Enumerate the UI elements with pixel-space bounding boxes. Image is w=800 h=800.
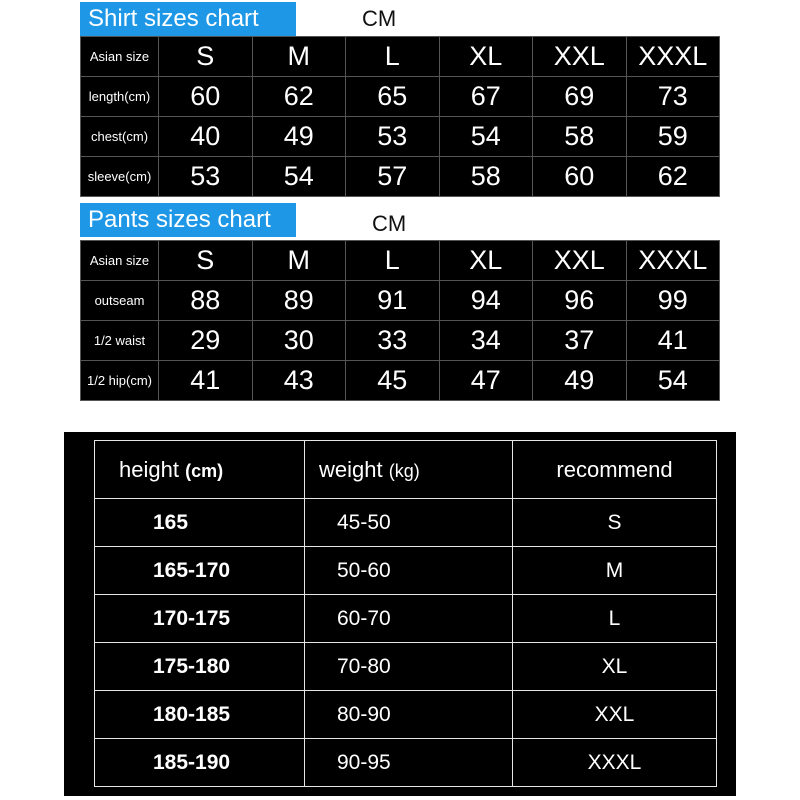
table-cell: 99 — [626, 281, 720, 321]
table-cell: 30 — [252, 321, 346, 361]
table-cell: 41 — [626, 321, 720, 361]
height-cell: 165-170 — [95, 547, 305, 595]
height-cell: 180-185 — [95, 691, 305, 739]
pants-unit-label: CM — [372, 211, 407, 236]
table-cell: 73 — [626, 77, 720, 117]
recommend-header: recommend — [513, 441, 717, 499]
weight-cell: 50-60 — [305, 547, 513, 595]
table-cell: 49 — [252, 117, 346, 157]
table-cell: 67 — [439, 77, 533, 117]
shirt-size-table — [80, 36, 720, 197]
table-cell: 58 — [439, 157, 533, 197]
size-header: XXXL — [626, 37, 720, 77]
table-row — [95, 643, 717, 691]
size-cell: XXXL — [513, 739, 717, 787]
height-header — [95, 441, 305, 499]
weight-cell: 90-95 — [305, 739, 513, 787]
size-header: XXL — [533, 37, 627, 77]
table-cell: 54 — [439, 117, 533, 157]
table-cell: 89 — [252, 281, 346, 321]
header-label: Asian size — [81, 37, 159, 77]
table-row — [81, 241, 720, 281]
table-cell: 33 — [346, 321, 440, 361]
size-header: XL — [439, 37, 533, 77]
table-row — [81, 157, 720, 197]
table-cell: 41 — [159, 361, 253, 401]
table-cell: 47 — [439, 361, 533, 401]
table-cell: 53 — [346, 117, 440, 157]
table-row — [95, 547, 717, 595]
table-row — [95, 441, 717, 499]
row-label: sleeve(cm) — [81, 157, 159, 197]
size-header: M — [252, 37, 346, 77]
size-header: S — [159, 37, 253, 77]
height-cell: 170-175 — [95, 595, 305, 643]
table-cell: 88 — [159, 281, 253, 321]
table-row — [95, 499, 717, 547]
row-label: chest(cm) — [81, 117, 159, 157]
weight-cell: 80-90 — [305, 691, 513, 739]
table-cell: 59 — [626, 117, 720, 157]
table-row — [95, 691, 717, 739]
weight-header — [305, 441, 513, 499]
shirt-chart-title: Shirt sizes chart — [80, 2, 296, 36]
row-label: 1/2 waist — [81, 321, 159, 361]
height-unit-label: (cm) — [185, 460, 224, 481]
table-row — [81, 37, 720, 77]
weight-unit-label: (kg) — [388, 460, 420, 481]
table-cell: 91 — [346, 281, 440, 321]
table-row — [81, 281, 720, 321]
table-cell: 58 — [533, 117, 627, 157]
size-header: L — [346, 37, 440, 77]
table-cell: 53 — [159, 157, 253, 197]
table-row — [95, 595, 717, 643]
table-cell: 57 — [346, 157, 440, 197]
pants-size-table — [80, 240, 720, 401]
pants-chart-title: Pants sizes chart — [80, 203, 296, 237]
table-cell: 96 — [533, 281, 627, 321]
size-cell: L — [513, 595, 717, 643]
table-cell: 69 — [533, 77, 627, 117]
size-header: L — [346, 241, 440, 281]
table-cell: 29 — [159, 321, 253, 361]
table-cell: 34 — [439, 321, 533, 361]
table-cell: 40 — [159, 117, 253, 157]
table-row — [81, 361, 720, 401]
table-row — [81, 77, 720, 117]
table-cell: 94 — [439, 281, 533, 321]
height-header-label: height — [119, 456, 179, 482]
table-cell: 62 — [626, 157, 720, 197]
table-cell: 37 — [533, 321, 627, 361]
size-header: XL — [439, 241, 533, 281]
table-row — [81, 117, 720, 157]
height-cell: 185-190 — [95, 739, 305, 787]
size-header: M — [252, 241, 346, 281]
size-header: XXL — [533, 241, 627, 281]
size-header: XXXL — [626, 241, 720, 281]
table-cell: 43 — [252, 361, 346, 401]
row-label: 1/2 hip(cm) — [81, 361, 159, 401]
height-cell: 175-180 — [95, 643, 305, 691]
recommendation-table — [94, 440, 717, 787]
size-header: S — [159, 241, 253, 281]
header-label: Asian size — [81, 241, 159, 281]
size-cell: M — [513, 547, 717, 595]
size-cell: XXL — [513, 691, 717, 739]
recommendation-panel — [64, 432, 736, 796]
weight-cell: 45-50 — [305, 499, 513, 547]
weight-header-label: weight — [319, 456, 383, 482]
table-cell: 60 — [533, 157, 627, 197]
row-label: outseam — [81, 281, 159, 321]
weight-cell: 70-80 — [305, 643, 513, 691]
table-row — [81, 321, 720, 361]
size-cell: XL — [513, 643, 717, 691]
table-cell: 65 — [346, 77, 440, 117]
size-cell: S — [513, 499, 717, 547]
table-cell: 45 — [346, 361, 440, 401]
table-row — [95, 739, 717, 787]
row-label: length(cm) — [81, 77, 159, 117]
height-cell: 165 — [95, 499, 305, 547]
table-cell: 62 — [252, 77, 346, 117]
table-cell: 54 — [252, 157, 346, 197]
weight-cell: 60-70 — [305, 595, 513, 643]
table-cell: 60 — [159, 77, 253, 117]
shirt-unit-label: CM — [362, 6, 397, 31]
table-cell: 49 — [533, 361, 627, 401]
table-cell: 54 — [626, 361, 720, 401]
